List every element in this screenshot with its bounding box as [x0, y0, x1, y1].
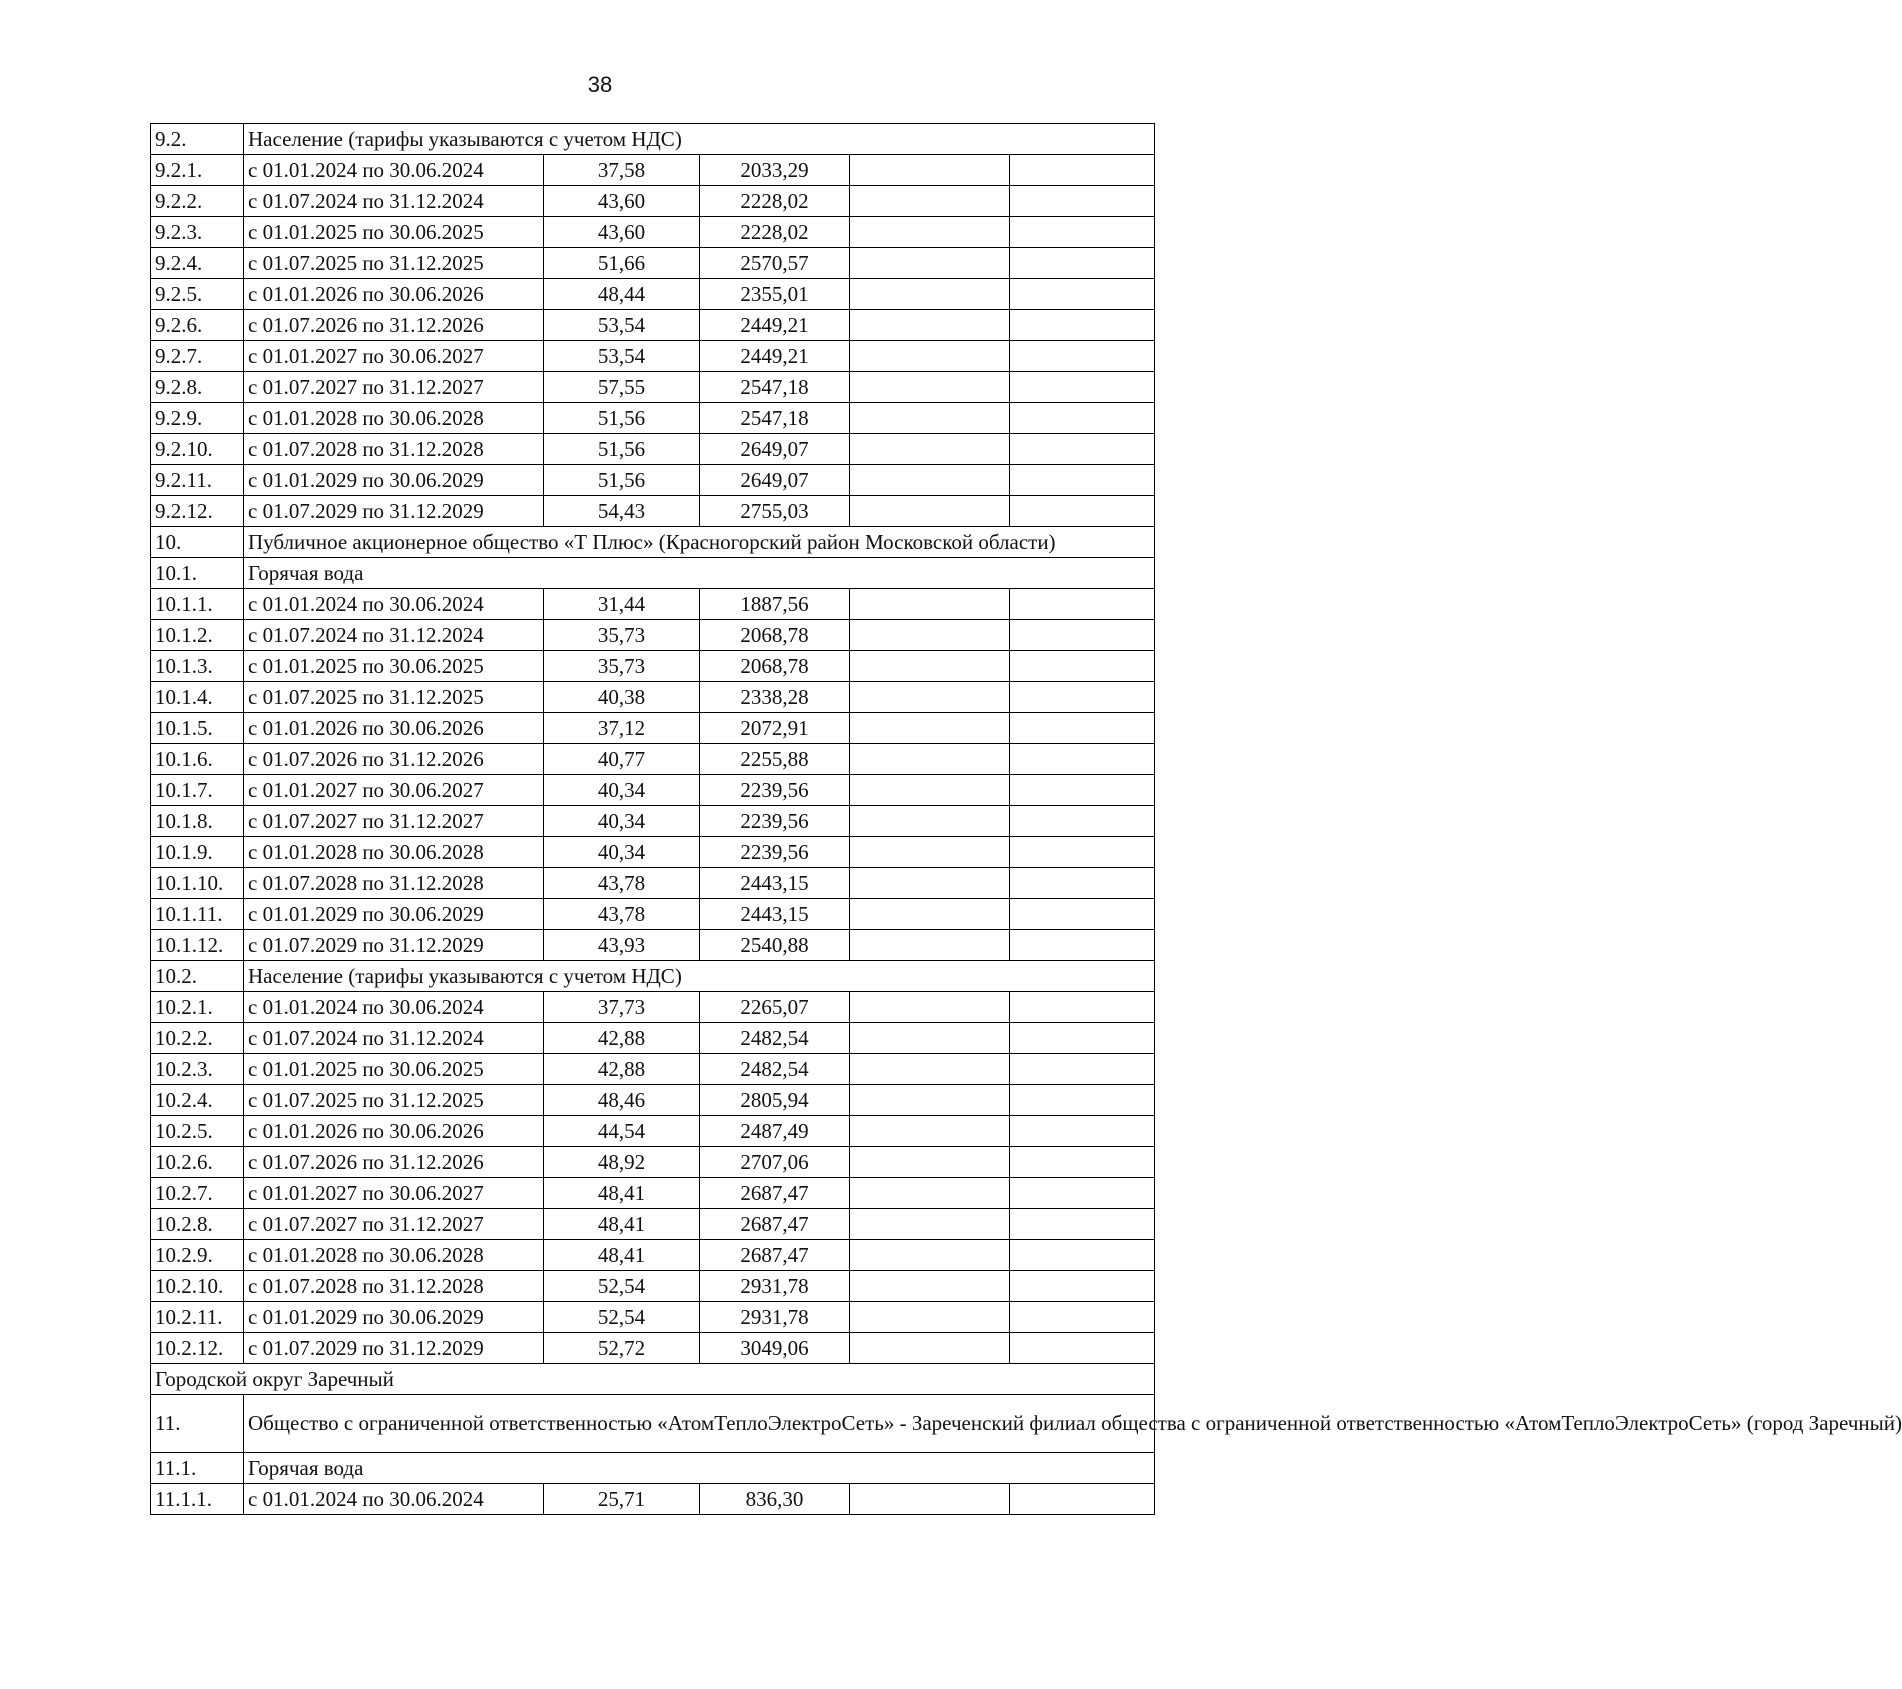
tariff-value-cell: 2449,21: [700, 341, 850, 372]
tariff-value-cell: 2482,54: [700, 1054, 850, 1085]
row-code-cell: 10.2.9.: [151, 1240, 244, 1271]
empty-cell: [1010, 775, 1155, 806]
empty-cell: [850, 496, 1010, 527]
empty-cell: [1010, 682, 1155, 713]
row-code-cell: 10.2.2.: [151, 1023, 244, 1054]
value-cell: 37,12: [544, 713, 700, 744]
period-cell: с 01.07.2025 по 31.12.2025: [244, 248, 544, 279]
table-row: [151, 744, 1155, 775]
empty-cell: [850, 1271, 1010, 1302]
table-row: [151, 155, 1155, 186]
tariff-value-cell: 2487,49: [700, 1116, 850, 1147]
empty-cell: [850, 1116, 1010, 1147]
row-code-cell: 10.2.6.: [151, 1147, 244, 1178]
empty-cell: [1010, 403, 1155, 434]
empty-cell: [1010, 837, 1155, 868]
value-cell: 43,78: [544, 868, 700, 899]
empty-cell: [1010, 1209, 1155, 1240]
tariff-value-cell: 2265,07: [700, 992, 850, 1023]
period-cell: с 01.01.2027 по 30.06.2027: [244, 1178, 544, 1209]
row-code-cell: 10.1.9.: [151, 837, 244, 868]
value-cell: 43,93: [544, 930, 700, 961]
row-code-cell: 9.2.7.: [151, 341, 244, 372]
empty-cell: [1010, 434, 1155, 465]
table-row: [151, 837, 1155, 868]
period-cell: с 01.01.2024 по 30.06.2024: [244, 992, 544, 1023]
table-row: [151, 806, 1155, 837]
value-cell: 53,54: [544, 310, 700, 341]
empty-cell: [1010, 620, 1155, 651]
tariff-value-cell: 2687,47: [700, 1240, 850, 1271]
value-cell: 37,58: [544, 155, 700, 186]
table-row: [151, 620, 1155, 651]
empty-cell: [850, 682, 1010, 713]
value-cell: 51,56: [544, 465, 700, 496]
value-cell: 40,34: [544, 837, 700, 868]
empty-cell: [850, 868, 1010, 899]
row-code-cell: 9.2.2.: [151, 186, 244, 217]
table-row: [151, 992, 1155, 1023]
table-row: [151, 775, 1155, 806]
empty-cell: [1010, 155, 1155, 186]
section-code-cell: 11.1.: [151, 1453, 244, 1484]
empty-cell: [850, 1240, 1010, 1271]
tariff-value-cell: 2540,88: [700, 930, 850, 961]
empty-cell: [850, 899, 1010, 930]
empty-cell: [1010, 217, 1155, 248]
table-row: [151, 1240, 1155, 1271]
empty-cell: [1010, 1085, 1155, 1116]
row-code-cell: 10.2.10.: [151, 1271, 244, 1302]
value-cell: 52,54: [544, 1302, 700, 1333]
tariff-value-cell: 2649,07: [700, 465, 850, 496]
table-row: [151, 434, 1155, 465]
value-cell: 51,66: [544, 248, 700, 279]
tariff-value-cell: 2338,28: [700, 682, 850, 713]
period-cell: с 01.07.2028 по 31.12.2028: [244, 434, 544, 465]
period-cell: с 01.07.2025 по 31.12.2025: [244, 1085, 544, 1116]
empty-cell: [1010, 1333, 1155, 1364]
table-row: [151, 1484, 1155, 1515]
section-title-cell: Общество с ограниченной ответственностью «АтомТеплоЭлектроСеть» - Зареченский филиал общества с ограниченной ответственностью «АтомТеплоЭлектроСеть» (город Заречный): [244, 1395, 1155, 1453]
empty-cell: [850, 1178, 1010, 1209]
table-row: [151, 1116, 1155, 1147]
section-title-cell: Публичное акционерное общество «Т Плюс» (Красногорский район Московской области): [244, 527, 1155, 558]
empty-cell: [850, 155, 1010, 186]
period-cell: с 01.01.2024 по 30.06.2024: [244, 155, 544, 186]
row-code-cell: 11.1.1.: [151, 1484, 244, 1515]
empty-cell: [850, 651, 1010, 682]
tariff-value-cell: 2068,78: [700, 651, 850, 682]
tariff-value-cell: 2805,94: [700, 1085, 850, 1116]
value-cell: 25,71: [544, 1484, 700, 1515]
section-code-cell: 9.2.: [151, 124, 244, 155]
value-cell: 35,73: [544, 620, 700, 651]
row-code-cell: 9.2.5.: [151, 279, 244, 310]
value-cell: 44,54: [544, 1116, 700, 1147]
empty-cell: [1010, 992, 1155, 1023]
value-cell: 37,73: [544, 992, 700, 1023]
tariff-value-cell: 1887,56: [700, 589, 850, 620]
empty-cell: [850, 837, 1010, 868]
empty-cell: [1010, 1178, 1155, 1209]
section-header-row: [151, 1453, 1155, 1484]
row-code-cell: 9.2.4.: [151, 248, 244, 279]
value-cell: 40,38: [544, 682, 700, 713]
row-code-cell: 10.1.3.: [151, 651, 244, 682]
value-cell: 48,92: [544, 1147, 700, 1178]
table-row: [151, 248, 1155, 279]
period-cell: с 01.01.2026 по 30.06.2026: [244, 1116, 544, 1147]
empty-cell: [1010, 1240, 1155, 1271]
table-row: [151, 1209, 1155, 1240]
empty-cell: [850, 1085, 1010, 1116]
tariff-value-cell: 2443,15: [700, 868, 850, 899]
section-header-row: [151, 558, 1155, 589]
period-cell: с 01.07.2024 по 31.12.2024: [244, 1023, 544, 1054]
section-code-cell: 10.1.: [151, 558, 244, 589]
row-code-cell: 10.2.3.: [151, 1054, 244, 1085]
value-cell: 43,78: [544, 899, 700, 930]
table-row: [151, 341, 1155, 372]
table-row: [151, 899, 1155, 930]
row-code-cell: 10.1.5.: [151, 713, 244, 744]
section-header-row: [151, 961, 1155, 992]
region-title-cell: Городской округ Заречный: [151, 1364, 1155, 1395]
tariff-value-cell: 2547,18: [700, 403, 850, 434]
row-code-cell: 9.2.8.: [151, 372, 244, 403]
value-cell: 42,88: [544, 1023, 700, 1054]
row-code-cell: 10.1.12.: [151, 930, 244, 961]
section-title-cell: Население (тарифы указываются с учетом НДС): [244, 961, 1155, 992]
table-row: [151, 589, 1155, 620]
empty-cell: [850, 186, 1010, 217]
period-cell: с 01.01.2028 по 30.06.2028: [244, 837, 544, 868]
empty-cell: [1010, 186, 1155, 217]
empty-cell: [1010, 930, 1155, 961]
section-title-cell: Горячая вода: [244, 1453, 1155, 1484]
region-header-row: [151, 1364, 1155, 1395]
row-code-cell: 10.1.6.: [151, 744, 244, 775]
table-row: [151, 713, 1155, 744]
section-header-row: [151, 124, 1155, 155]
tariff-value-cell: 2570,57: [700, 248, 850, 279]
section-title-cell: Население (тарифы указываются с учетом НДС): [244, 124, 1155, 155]
section-title-cell: Горячая вода: [244, 558, 1155, 589]
section-header-row: [151, 527, 1155, 558]
period-cell: с 01.01.2024 по 30.06.2024: [244, 1484, 544, 1515]
empty-cell: [850, 341, 1010, 372]
row-code-cell: 9.2.11.: [151, 465, 244, 496]
value-cell: 54,43: [544, 496, 700, 527]
tariff-table-body: [151, 124, 1902, 1515]
empty-cell: [1010, 1116, 1155, 1147]
row-code-cell: 10.2.8.: [151, 1209, 244, 1240]
table-row: [151, 1302, 1155, 1333]
table-row: [151, 1178, 1155, 1209]
tariff-value-cell: 2239,56: [700, 806, 850, 837]
tariff-value-cell: 2072,91: [700, 713, 850, 744]
row-code-cell: 9.2.6.: [151, 310, 244, 341]
period-cell: с 01.07.2027 по 31.12.2027: [244, 372, 544, 403]
value-cell: 57,55: [544, 372, 700, 403]
tariff-value-cell: 2355,01: [700, 279, 850, 310]
period-cell: с 01.07.2028 по 31.12.2028: [244, 1271, 544, 1302]
value-cell: 40,77: [544, 744, 700, 775]
table-row: [151, 930, 1155, 961]
row-code-cell: 9.2.10.: [151, 434, 244, 465]
period-cell: с 01.07.2026 по 31.12.2026: [244, 310, 544, 341]
row-code-cell: 10.2.4.: [151, 1085, 244, 1116]
period-cell: с 01.07.2025 по 31.12.2025: [244, 682, 544, 713]
empty-cell: [850, 372, 1010, 403]
period-cell: с 01.07.2024 по 31.12.2024: [244, 186, 544, 217]
period-cell: с 01.01.2026 по 30.06.2026: [244, 713, 544, 744]
empty-cell: [1010, 496, 1155, 527]
empty-cell: [850, 310, 1010, 341]
period-cell: с 01.07.2027 по 31.12.2027: [244, 806, 544, 837]
tariff-value-cell: 2547,18: [700, 372, 850, 403]
empty-cell: [1010, 1484, 1155, 1515]
empty-cell: [1010, 279, 1155, 310]
tariff-value-cell: 2482,54: [700, 1023, 850, 1054]
table-row: [151, 1054, 1155, 1085]
tariff-value-cell: 2707,06: [700, 1147, 850, 1178]
tariff-value-cell: 2755,03: [700, 496, 850, 527]
empty-cell: [850, 279, 1010, 310]
tariff-value-cell: 2687,47: [700, 1209, 850, 1240]
period-cell: с 01.07.2026 по 31.12.2026: [244, 744, 544, 775]
section-code-cell: 11.: [151, 1395, 244, 1453]
period-cell: с 01.07.2029 по 31.12.2029: [244, 930, 544, 961]
row-code-cell: 10.1.4.: [151, 682, 244, 713]
empty-cell: [850, 1209, 1010, 1240]
tariff-value-cell: 2228,02: [700, 186, 850, 217]
empty-cell: [850, 1484, 1010, 1515]
row-code-cell: 10.1.1.: [151, 589, 244, 620]
tariff-value-cell: 2687,47: [700, 1178, 850, 1209]
empty-cell: [850, 248, 1010, 279]
table-row: [151, 186, 1155, 217]
empty-cell: [1010, 651, 1155, 682]
period-cell: с 01.01.2029 по 30.06.2029: [244, 465, 544, 496]
row-code-cell: 10.2.7.: [151, 1178, 244, 1209]
empty-cell: [850, 930, 1010, 961]
tariff-value-cell: 2033,29: [700, 155, 850, 186]
value-cell: 48,41: [544, 1178, 700, 1209]
value-cell: 40,34: [544, 806, 700, 837]
empty-cell: [850, 434, 1010, 465]
tariff-value-cell: 2449,21: [700, 310, 850, 341]
empty-cell: [1010, 465, 1155, 496]
row-code-cell: 10.1.11.: [151, 899, 244, 930]
tariff-value-cell: 2068,78: [700, 620, 850, 651]
empty-cell: [1010, 341, 1155, 372]
empty-cell: [1010, 372, 1155, 403]
period-cell: с 01.01.2027 по 30.06.2027: [244, 341, 544, 372]
period-cell: с 01.07.2024 по 31.12.2024: [244, 620, 544, 651]
table-row: [151, 1147, 1155, 1178]
row-code-cell: 9.2.12.: [151, 496, 244, 527]
empty-cell: [850, 1023, 1010, 1054]
empty-cell: [1010, 1302, 1155, 1333]
table-row: [151, 651, 1155, 682]
empty-cell: [1010, 868, 1155, 899]
value-cell: 53,54: [544, 341, 700, 372]
period-cell: с 01.01.2024 по 30.06.2024: [244, 589, 544, 620]
row-code-cell: 10.2.1.: [151, 992, 244, 1023]
section-code-cell: 10.: [151, 527, 244, 558]
table-row: [151, 1023, 1155, 1054]
period-cell: с 01.07.2027 по 31.12.2027: [244, 1209, 544, 1240]
empty-cell: [850, 1054, 1010, 1085]
value-cell: 48,41: [544, 1240, 700, 1271]
value-cell: 40,34: [544, 775, 700, 806]
empty-cell: [850, 217, 1010, 248]
period-cell: с 01.07.2026 по 31.12.2026: [244, 1147, 544, 1178]
empty-cell: [1010, 1023, 1155, 1054]
period-cell: с 01.01.2025 по 30.06.2025: [244, 1054, 544, 1085]
empty-cell: [850, 403, 1010, 434]
empty-cell: [850, 992, 1010, 1023]
table-row: [151, 310, 1155, 341]
tariff-table: [150, 123, 1902, 1515]
table-row: [151, 1271, 1155, 1302]
row-code-cell: 9.2.1.: [151, 155, 244, 186]
empty-cell: [1010, 806, 1155, 837]
section-code-cell: 10.2.: [151, 961, 244, 992]
empty-cell: [1010, 589, 1155, 620]
table-row: [151, 1333, 1155, 1364]
empty-cell: [1010, 713, 1155, 744]
row-code-cell: 9.2.9.: [151, 403, 244, 434]
section-header-row: [151, 1395, 1155, 1453]
period-cell: с 01.01.2028 по 30.06.2028: [244, 403, 544, 434]
tariff-value-cell: 2255,88: [700, 744, 850, 775]
tariff-value-cell: 2931,78: [700, 1271, 850, 1302]
empty-cell: [1010, 310, 1155, 341]
tariff-value-cell: 2931,78: [700, 1302, 850, 1333]
value-cell: 31,44: [544, 589, 700, 620]
period-cell: с 01.01.2028 по 30.06.2028: [244, 1240, 544, 1271]
row-code-cell: 10.2.11.: [151, 1302, 244, 1333]
tariff-value-cell: 2443,15: [700, 899, 850, 930]
tariff-value-cell: 2228,02: [700, 217, 850, 248]
table-row: [151, 1085, 1155, 1116]
value-cell: 51,56: [544, 434, 700, 465]
value-cell: 35,73: [544, 651, 700, 682]
row-code-cell: 10.1.8.: [151, 806, 244, 837]
period-cell: с 01.01.2029 по 30.06.2029: [244, 899, 544, 930]
empty-cell: [1010, 1054, 1155, 1085]
table-row: [151, 279, 1155, 310]
table-row: [151, 217, 1155, 248]
row-code-cell: 9.2.3.: [151, 217, 244, 248]
period-cell: с 01.01.2025 по 30.06.2025: [244, 651, 544, 682]
tariff-value-cell: 2239,56: [700, 837, 850, 868]
period-cell: с 01.01.2027 по 30.06.2027: [244, 775, 544, 806]
table-row: [151, 496, 1155, 527]
value-cell: 43,60: [544, 186, 700, 217]
empty-cell: [850, 589, 1010, 620]
tariff-value-cell: 836,30: [700, 1484, 850, 1515]
empty-cell: [1010, 1147, 1155, 1178]
row-code-cell: 10.2.5.: [151, 1116, 244, 1147]
period-cell: с 01.01.2029 по 30.06.2029: [244, 1302, 544, 1333]
value-cell: 48,41: [544, 1209, 700, 1240]
empty-cell: [850, 465, 1010, 496]
period-cell: с 01.07.2028 по 31.12.2028: [244, 868, 544, 899]
empty-cell: [850, 620, 1010, 651]
value-cell: 48,46: [544, 1085, 700, 1116]
page-number: 38: [587, 72, 613, 97]
period-cell: с 01.01.2026 по 30.06.2026: [244, 279, 544, 310]
table-row: [151, 372, 1155, 403]
row-code-cell: 10.2.12.: [151, 1333, 244, 1364]
empty-cell: [850, 806, 1010, 837]
table-row: [151, 465, 1155, 496]
tariff-value-cell: 2649,07: [700, 434, 850, 465]
value-cell: 51,56: [544, 403, 700, 434]
row-code-cell: 10.1.7.: [151, 775, 244, 806]
tariff-value-cell: 3049,06: [700, 1333, 850, 1364]
empty-cell: [850, 1333, 1010, 1364]
tariff-value-cell: 2239,56: [700, 775, 850, 806]
empty-cell: [1010, 744, 1155, 775]
empty-cell: [850, 1302, 1010, 1333]
empty-cell: [850, 775, 1010, 806]
empty-cell: [850, 713, 1010, 744]
empty-cell: [850, 1147, 1010, 1178]
empty-cell: [1010, 1271, 1155, 1302]
table-row: [151, 403, 1155, 434]
value-cell: 48,44: [544, 279, 700, 310]
period-cell: с 01.07.2029 по 31.12.2029: [244, 1333, 544, 1364]
empty-cell: [1010, 899, 1155, 930]
value-cell: 52,72: [544, 1333, 700, 1364]
row-code-cell: 10.1.10.: [151, 868, 244, 899]
value-cell: 52,54: [544, 1271, 700, 1302]
table-row: [151, 868, 1155, 899]
empty-cell: [850, 744, 1010, 775]
row-code-cell: 10.1.2.: [151, 620, 244, 651]
value-cell: 43,60: [544, 217, 700, 248]
period-cell: с 01.07.2029 по 31.12.2029: [244, 496, 544, 527]
value-cell: 42,88: [544, 1054, 700, 1085]
empty-cell: [1010, 248, 1155, 279]
table-row: [151, 682, 1155, 713]
period-cell: с 01.01.2025 по 30.06.2025: [244, 217, 544, 248]
